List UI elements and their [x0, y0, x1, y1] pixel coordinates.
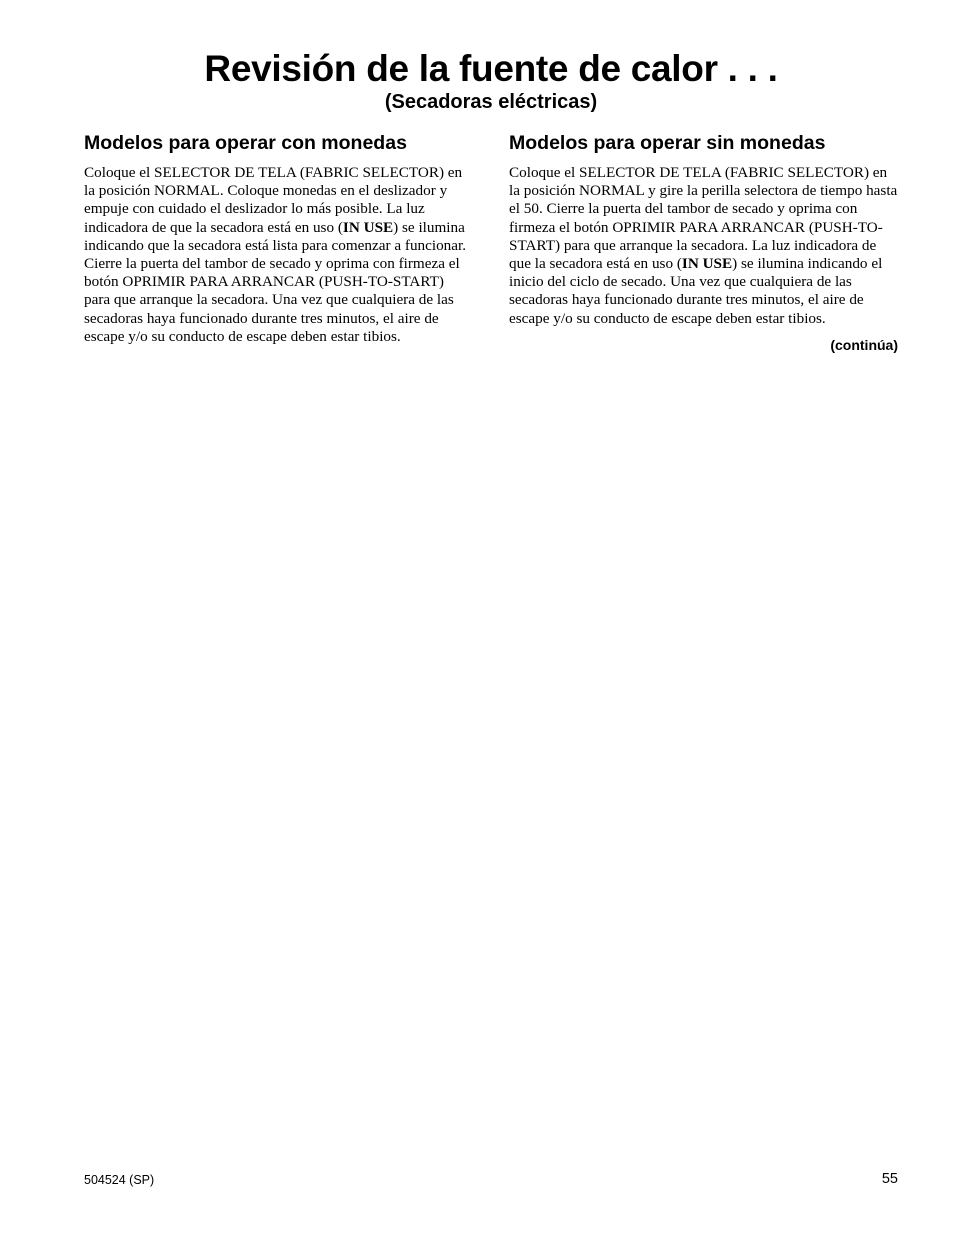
- non-coin-models-text-2: ) se ilumina indicando el inicio del ciclo de secado. Una vez que cualquiera de las secadoras haya funcionado durante tres minutos, el aire de escape y/o su conducto de escape deben estar tibios.: [509, 255, 883, 327]
- document-number: 504524 (SP): [84, 1173, 155, 1187]
- coin-models-section: [84, 130, 472, 346]
- non-coin-models-paragraph: [509, 164, 899, 328]
- non-coin-models-section: [509, 130, 899, 354]
- page-title: Revisión de la fuente de calor . . .: [204, 48, 778, 89]
- continued-label: (continúa): [830, 336, 898, 353]
- non-coin-models-in-use: IN USE: [681, 255, 733, 273]
- page-subtitle: (Secadoras eléctricas): [384, 91, 598, 113]
- coin-models-text-2: ) se ilumina indicando que la secadora está lista para comenzar a funcionar. Cierre la puerta del tambor de secado y oprima con firmeza el botón OPRIMIR PARA ARRANCAR (PUSH-TO-START) para que arranque la secadora. Una vez que cualquiera de las secadoras haya funcionado durante tres minutos, el aire de escape y/o su conducto de escape deben estar tibios.: [84, 218, 467, 345]
- coin-models-heading: Modelos para operar con monedas: [84, 132, 407, 154]
- page-number: 55: [881, 1171, 898, 1187]
- non-coin-models-heading: Modelos para operar sin monedas: [509, 132, 826, 154]
- non-coin-models-text-1: Coloque el SELECTOR DE TELA (FABRIC SELECTOR) en la posición NORMAL y gire la perilla selectora de tiempo hasta el 50. Cierre la puerta del tambor de secado y oprima con firmeza el botón OPRIMIR PARA ARRANCAR (PUSH-TO-START) para que arranque la secadora. La luz indicadora de que la secadora está en uso (: [509, 164, 898, 273]
- coin-models-paragraph: [84, 164, 472, 346]
- coin-models-in-use: IN USE: [342, 218, 394, 236]
- coin-models-text-1: Coloque el SELECTOR DE TELA (FABRIC SELECTOR) en la posición NORMAL. Coloque monedas en el deslizador y empuje con cuidado el deslizador lo más posible. La luz indicadora de que la secadora está en uso (: [84, 164, 463, 236]
